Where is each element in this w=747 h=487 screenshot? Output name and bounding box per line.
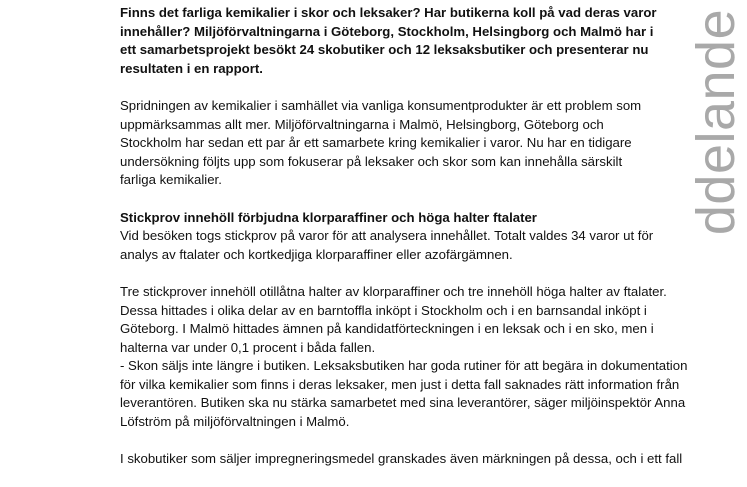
section-1 — [120, 209, 660, 265]
paragraph-line: leverantören. Butiken ska nu stärka samarbetet med sina leverantörer, säger miljöinspektör Anna — [120, 395, 686, 411]
paragraph-line: Stockholm har sedan ett par år ett samarbete kring kemikalier i varor. Nu har en tidigare — [120, 135, 632, 151]
paragraph-line: Vid besöken togs stickprov på varor för att analysera innehållet. Totalt valdes 34 varor ut för — [120, 228, 654, 244]
side-label: ddelande — [686, 8, 746, 236]
paragraph-line: halterna var under 0,1 procent i båda fallen. — [120, 339, 376, 355]
paragraph-line: Göteborg. I Malmö hittades ämnen på kandidatförteckningen i en leksak och i en sko, men i — [120, 321, 654, 337]
paragraph-line: - Skon säljs inte längre i butiken. Leksaksbutiken har goda rutiner för att begära in dokumentation — [120, 358, 688, 374]
paragraph-2 — [120, 283, 688, 432]
paragraph-line: Dessa hittades i olika delar av en barntoffla inköpt i Stockholm och i en barnsandal inköpt i — [120, 302, 647, 318]
paragraph-line: analys av ftalater och kortkedjiga klorparaffiner eller azofärgämnen. — [120, 246, 513, 262]
paragraph-line: Spridningen av kemikalier i samhället via vanliga konsumentprodukter är ett problem som — [120, 97, 642, 113]
intro-line: Finns det farliga kemikalier i skor och leksaker? Har butikerna koll på vad deras varor — [120, 5, 657, 20]
paragraph-line: undersökning följts upp som fokuserar på leksaker och skor som kan innehålla särskilt — [120, 153, 623, 169]
paragraph-line: Tre stickprover innehöll otillåtna halter av klorparaffiner och tre innehöll höga halter av ftalater. — [120, 283, 667, 299]
paragraph-line: uppmärksammas allt mer. Miljöförvaltningarna i Malmö, Helsingborg, Göteborg och — [120, 116, 604, 132]
paragraph-line: I skobutiker som säljer impregneringsmedel granskades även märkningen på dessa, och i ett fall — [120, 451, 683, 467]
intro-line: resultaten i en rapport. — [120, 60, 263, 76]
intro-line: ett samarbetsprojekt besökt 24 skobutiker och 12 leksaksbutiker och presenterar nu — [120, 42, 649, 58]
document-body — [120, 4, 688, 487]
paragraph-3 — [120, 450, 683, 469]
paragraph-line: Löfström på miljöförvaltningen i Malmö. — [120, 414, 350, 430]
paragraph-line: för vilka kemikalier som finns i deras leksaker, men just i detta fall saknades rätt information från — [120, 376, 680, 392]
intro-line: innehåller? Miljöförvaltningarna i Göteborg, Stockholm, Helsingborg och Malmö har i — [120, 23, 654, 39]
section-heading: Stickprov innehöll förbjudna klorparaffiner och höga halter ftalater — [120, 209, 537, 225]
paragraph-line: farliga kemikalier. — [120, 172, 222, 188]
paragraph-1 — [120, 97, 660, 190]
intro-paragraph — [120, 4, 660, 78]
